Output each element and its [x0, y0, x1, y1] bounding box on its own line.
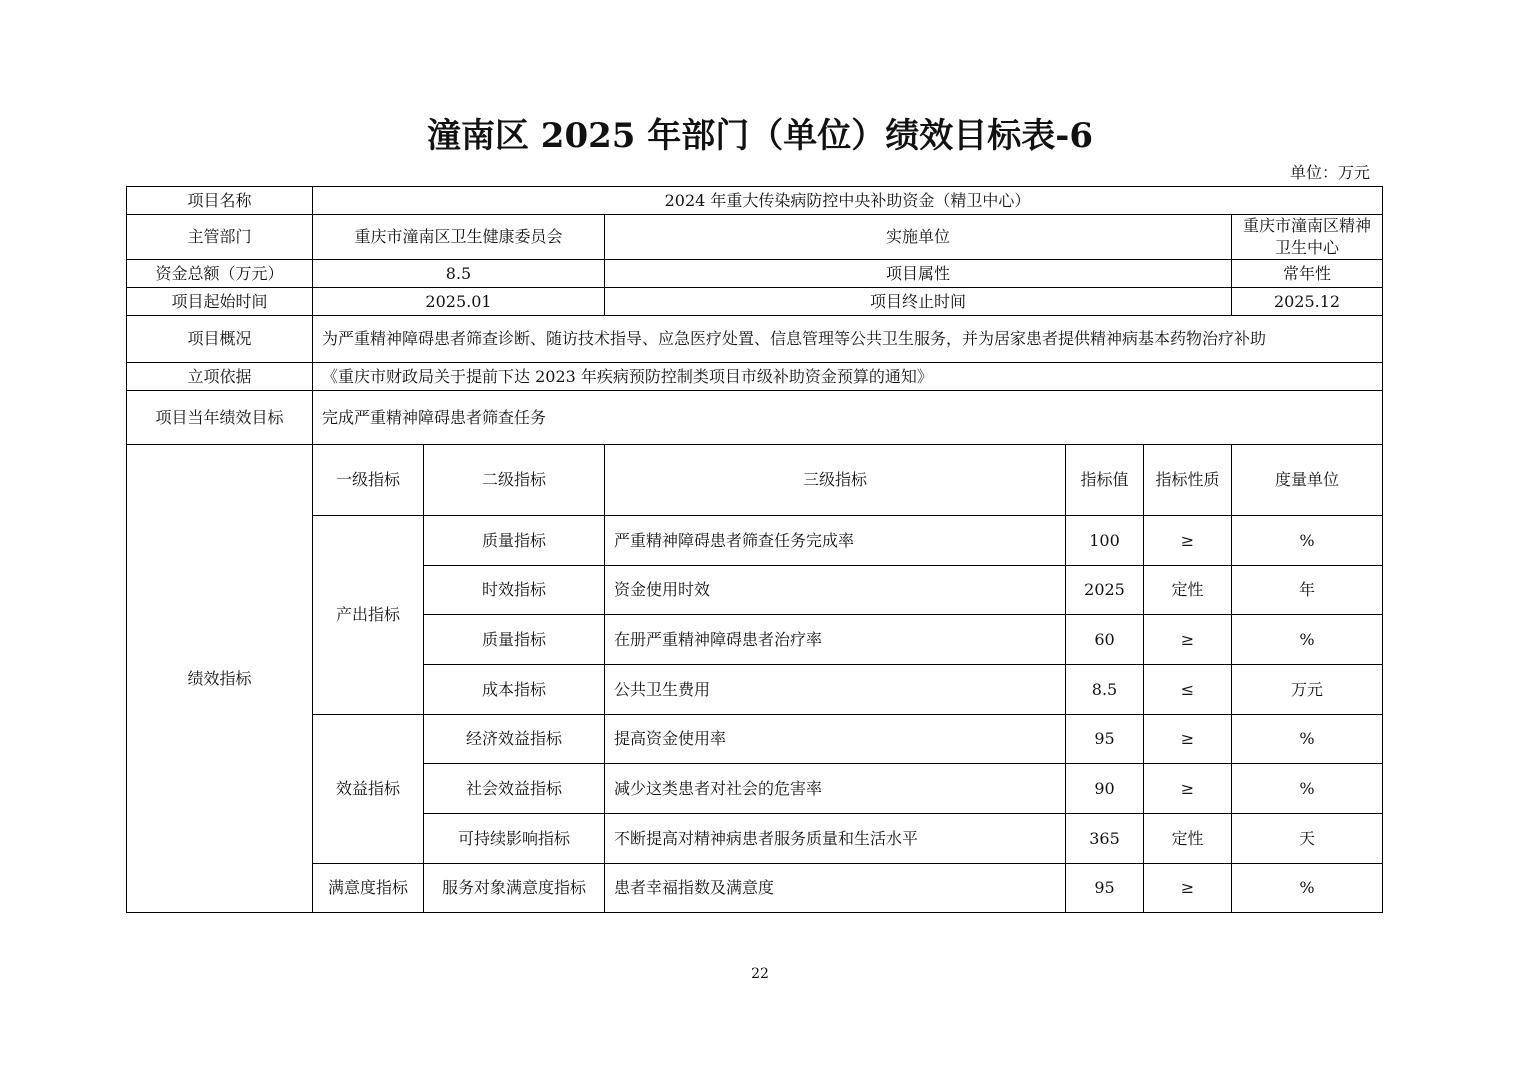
indicator-unit: % [1232, 764, 1383, 814]
indicator-nature: ≥ [1144, 764, 1232, 814]
header-unit: 度量单位 [1232, 445, 1383, 516]
page-number: 22 [751, 966, 769, 982]
indicator-level2: 社会效益指标 [424, 764, 605, 814]
value-start-time: 2025.01 [313, 288, 605, 316]
indicator-level3: 不断提高对精神病患者服务质量和生活水平 [605, 814, 1066, 864]
header-level1: 一级指标 [313, 445, 424, 516]
label-impl-unit: 实施单位 [605, 215, 1232, 260]
value-end-time: 2025.12 [1232, 288, 1383, 316]
value-project-name: 2024 年重大传染病防控中央补助资金（精卫中心） [313, 187, 1383, 215]
indicator-level2: 质量指标 [424, 615, 605, 665]
row-time [127, 288, 1383, 316]
indicator-level2: 质量指标 [424, 516, 605, 566]
header-level2: 二级指标 [424, 445, 605, 516]
indicator-level3: 在册严重精神障碍患者治疗率 [605, 615, 1066, 665]
indicator-nature: ≥ [1144, 864, 1232, 913]
value-total-funds: 8.5 [313, 260, 605, 288]
indicator-level2: 时效指标 [424, 566, 605, 615]
row-basis [127, 363, 1383, 391]
header-value: 指标值 [1066, 445, 1144, 516]
label-total-funds: 资金总额（万元） [127, 260, 313, 288]
label-end-time: 项目终止时间 [605, 288, 1232, 316]
page-title: 潼南区 2025 年部门（单位）绩效目标表-6 [426, 116, 1094, 156]
indicator-level3: 资金使用时效 [605, 566, 1066, 615]
indicator-level3: 公共卫生费用 [605, 665, 1066, 715]
header-nature: 指标性质 [1144, 445, 1232, 516]
label-project-name: 项目名称 [127, 187, 313, 215]
indicator-header-row [127, 445, 1383, 516]
value-impl-unit: 重庆市潼南区精神卫生中心 [1232, 215, 1383, 260]
indicator-unit: 万元 [1232, 665, 1383, 715]
unit-label: 单位：万元 [1289, 163, 1370, 182]
indicator-row [127, 715, 1383, 764]
indicator-row [127, 864, 1383, 913]
indicator-unit: 年 [1232, 566, 1383, 615]
row-annual-goal [127, 391, 1383, 445]
value-annual-goal: 完成严重精神障碍患者筛查任务 [313, 391, 1383, 445]
indicator-level3: 提高资金使用率 [605, 715, 1066, 764]
row-dept [127, 215, 1383, 260]
indicator-row [127, 516, 1383, 566]
indicator-nature: ≥ [1144, 615, 1232, 665]
label-start-time: 项目起始时间 [127, 288, 313, 316]
indicator-nature: 定性 [1144, 566, 1232, 615]
header-level3: 三级指标 [605, 445, 1066, 516]
value-overview: 为严重精神障碍患者筛查诊断、随访技术指导、应急医疗处置、信息管理等公共卫生服务，并为居家患者提供精神病基本药物治疗补助 [313, 316, 1383, 363]
indicator-level3: 减少这类患者对社会的危害率 [605, 764, 1066, 814]
indicator-value: 365 [1066, 814, 1144, 864]
indicator-level2: 服务对象满意度指标 [424, 864, 605, 913]
level1-output: 产出指标 [313, 516, 424, 715]
level1-benefit: 效益指标 [313, 715, 424, 864]
indicator-unit: 天 [1232, 814, 1383, 864]
row-project-name [127, 187, 1383, 215]
indicator-value: 100 [1066, 516, 1144, 566]
indicator-value: 95 [1066, 864, 1144, 913]
row-overview [127, 316, 1383, 363]
label-overview: 项目概况 [127, 316, 313, 363]
row-funds [127, 260, 1383, 288]
level1-satisfaction: 满意度指标 [313, 864, 424, 913]
indicator-value: 60 [1066, 615, 1144, 665]
indicator-unit: % [1232, 715, 1383, 764]
indicator-value: 95 [1066, 715, 1144, 764]
indicator-value: 90 [1066, 764, 1144, 814]
performance-goal-table [126, 186, 1383, 913]
indicator-unit: % [1232, 516, 1383, 566]
value-basis: 《重庆市财政局关于提前下达 2023 年疾病预防控制类项目市级补助资金预算的通知》 [313, 363, 1383, 391]
label-perf-indicators: 绩效指标 [127, 445, 313, 913]
indicator-nature: ≥ [1144, 516, 1232, 566]
value-dept: 重庆市潼南区卫生健康委员会 [313, 215, 605, 260]
indicator-value: 2025 [1066, 566, 1144, 615]
indicator-level2: 经济效益指标 [424, 715, 605, 764]
indicator-nature: ≤ [1144, 665, 1232, 715]
indicator-value: 8.5 [1066, 665, 1144, 715]
indicator-level3: 严重精神障碍患者筛查任务完成率 [605, 516, 1066, 566]
label-annual-goal: 项目当年绩效目标 [127, 391, 313, 445]
indicator-unit: % [1232, 615, 1383, 665]
indicator-level2: 成本指标 [424, 665, 605, 715]
indicator-nature: ≥ [1144, 715, 1232, 764]
indicator-unit: % [1232, 864, 1383, 913]
label-attribute: 项目属性 [605, 260, 1232, 288]
indicator-nature: 定性 [1144, 814, 1232, 864]
indicator-level3: 患者幸福指数及满意度 [605, 864, 1066, 913]
indicator-level2: 可持续影响指标 [424, 814, 605, 864]
label-dept: 主管部门 [127, 215, 313, 260]
label-basis: 立项依据 [127, 363, 313, 391]
value-attribute: 常年性 [1232, 260, 1383, 288]
